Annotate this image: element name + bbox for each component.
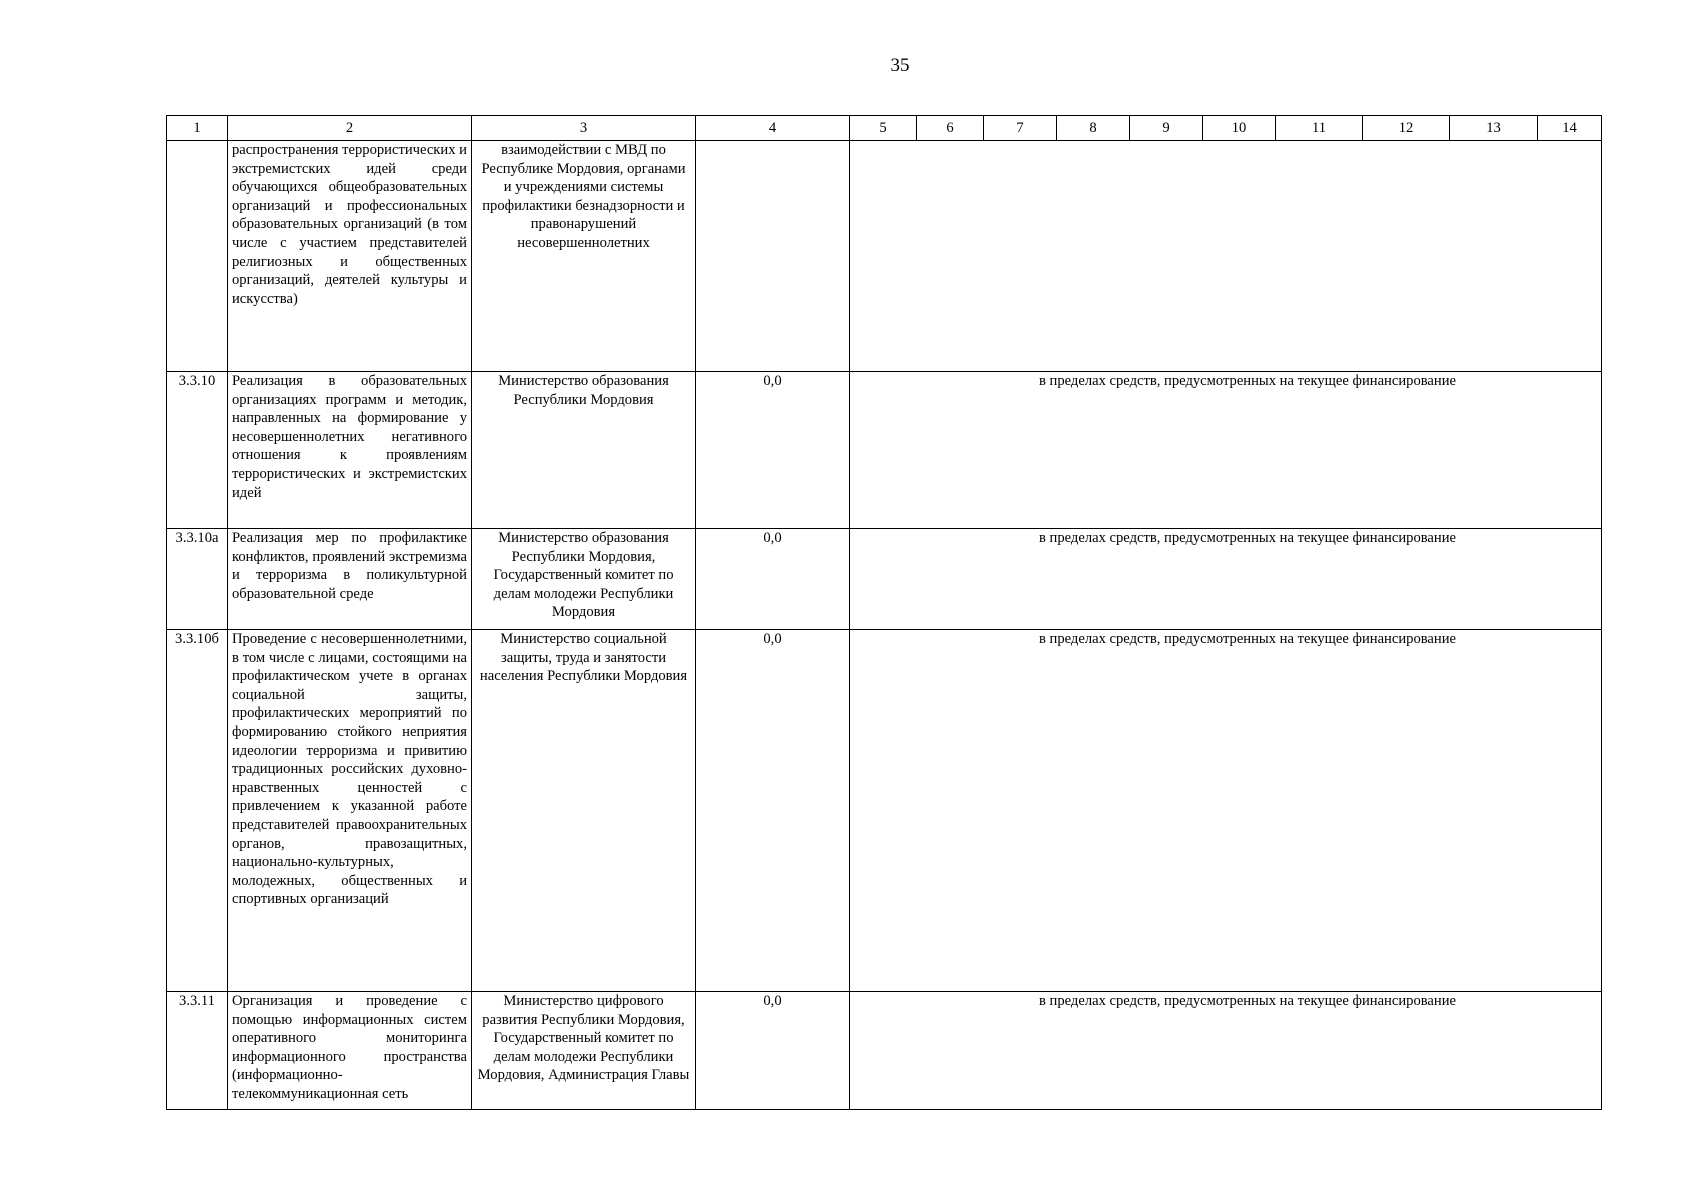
activity-description: Организация и проведение с помощью информационных систем оперативного мониторинга информационного пространства (информационно-телекоммуникационная сеть — [228, 992, 472, 1110]
row-number: 3.3.11 — [167, 992, 228, 1110]
activity-description: распространения террористических и экстремистских идей среди обучающихся общеобразовательных организаций и профессиональных образовательных организаций (в том числе с участием представителей религиозных и общественных организаций, деятелей культуры и искусства) — [228, 141, 472, 372]
row-number: 3.3.10а — [167, 529, 228, 630]
row-number: 3.3.10 — [167, 372, 228, 529]
column-header: 2 — [228, 116, 472, 141]
activity-executor: Министерство социальной защиты, труда и занятости населения Республики Мордовия — [472, 630, 696, 992]
column-header: 4 — [696, 116, 850, 141]
column-header: 9 — [1130, 116, 1203, 141]
table-row — [167, 992, 1602, 1110]
activity-executor: Министерство образования Республики Мордовия — [472, 372, 696, 529]
column-header: 8 — [1057, 116, 1130, 141]
activity-financing — [850, 372, 1602, 529]
row-number: 3.3.10б — [167, 630, 228, 992]
table-row-continuation — [167, 141, 1602, 372]
column-header: 11 — [1276, 116, 1363, 141]
activity-financing — [850, 529, 1602, 630]
table-row — [167, 630, 1602, 992]
activity-amount: 0,0 — [696, 372, 850, 529]
activity-amount: 0,0 — [696, 992, 850, 1110]
table-row — [167, 372, 1602, 529]
column-number-header-row — [167, 116, 1602, 141]
column-header: 7 — [984, 116, 1057, 141]
row-number — [167, 141, 228, 372]
activity-executor: Министерство образования Республики Мордовия, Государственный комитет по делам молодежи Республики Мордовия — [472, 529, 696, 630]
activity-description: Реализация мер по профилактике конфликтов, проявлений экстремизма и терроризма в поликультурной образовательной среде — [228, 529, 472, 630]
financing-text: в пределах средств, предусмотренных на текущее финансирование — [1038, 993, 1457, 1009]
column-header: 10 — [1203, 116, 1276, 141]
column-header: 14 — [1538, 116, 1602, 141]
page-number: 35 — [890, 55, 910, 76]
financing-text: в пределах средств, предусмотренных на текущее финансирование — [1038, 373, 1457, 389]
financing-text: в пределах средств, предусмотренных на текущее финансирование — [1038, 631, 1457, 647]
activity-description: Реализация в образовательных организациях программ и методик, направленных на формирование у несовершеннолетних негативного отношения к проявлениям террористических и экстремистских идей — [228, 372, 472, 529]
activity-financing — [850, 141, 1602, 372]
table-row — [167, 529, 1602, 630]
activity-amount — [696, 141, 850, 372]
column-header: 12 — [1363, 116, 1450, 141]
column-header: 1 — [167, 116, 228, 141]
column-header: 5 — [850, 116, 917, 141]
column-header: 6 — [917, 116, 984, 141]
activity-financing — [850, 992, 1602, 1110]
column-header: 13 — [1450, 116, 1538, 141]
activity-description: Проведение с несовершеннолетними, в том числе с лицами, состоящими на профилактическом учете в органах социальной защиты, профилактических мероприятий по формированию стойкого неприятия идеологии терроризма и привитию традиционных российских духовно-нравственных ценностей с привлечением к указанной работе представителей правоохранительных органов, правозащитных, национально-культурных, молодежных, общественных и спортивных организаций — [228, 630, 472, 992]
financing-text: в пределах средств, предусмотренных на текущее финансирование — [1038, 530, 1457, 546]
program-activities-table — [166, 115, 1602, 1110]
activity-executor: Министерство цифрового развития Республики Мордовия, Государственный комитет по делам молодежи Республики Мордовия, Администрация Главы — [472, 992, 696, 1110]
activity-executor: взаимодействии с МВД по Республике Мордовия, органами и учреждениями системы профилактики безнадзорности и правонарушений несовершеннолетних — [472, 141, 696, 372]
activity-amount: 0,0 — [696, 630, 850, 992]
activity-financing — [850, 630, 1602, 992]
column-header: 3 — [472, 116, 696, 141]
activity-amount: 0,0 — [696, 529, 850, 630]
